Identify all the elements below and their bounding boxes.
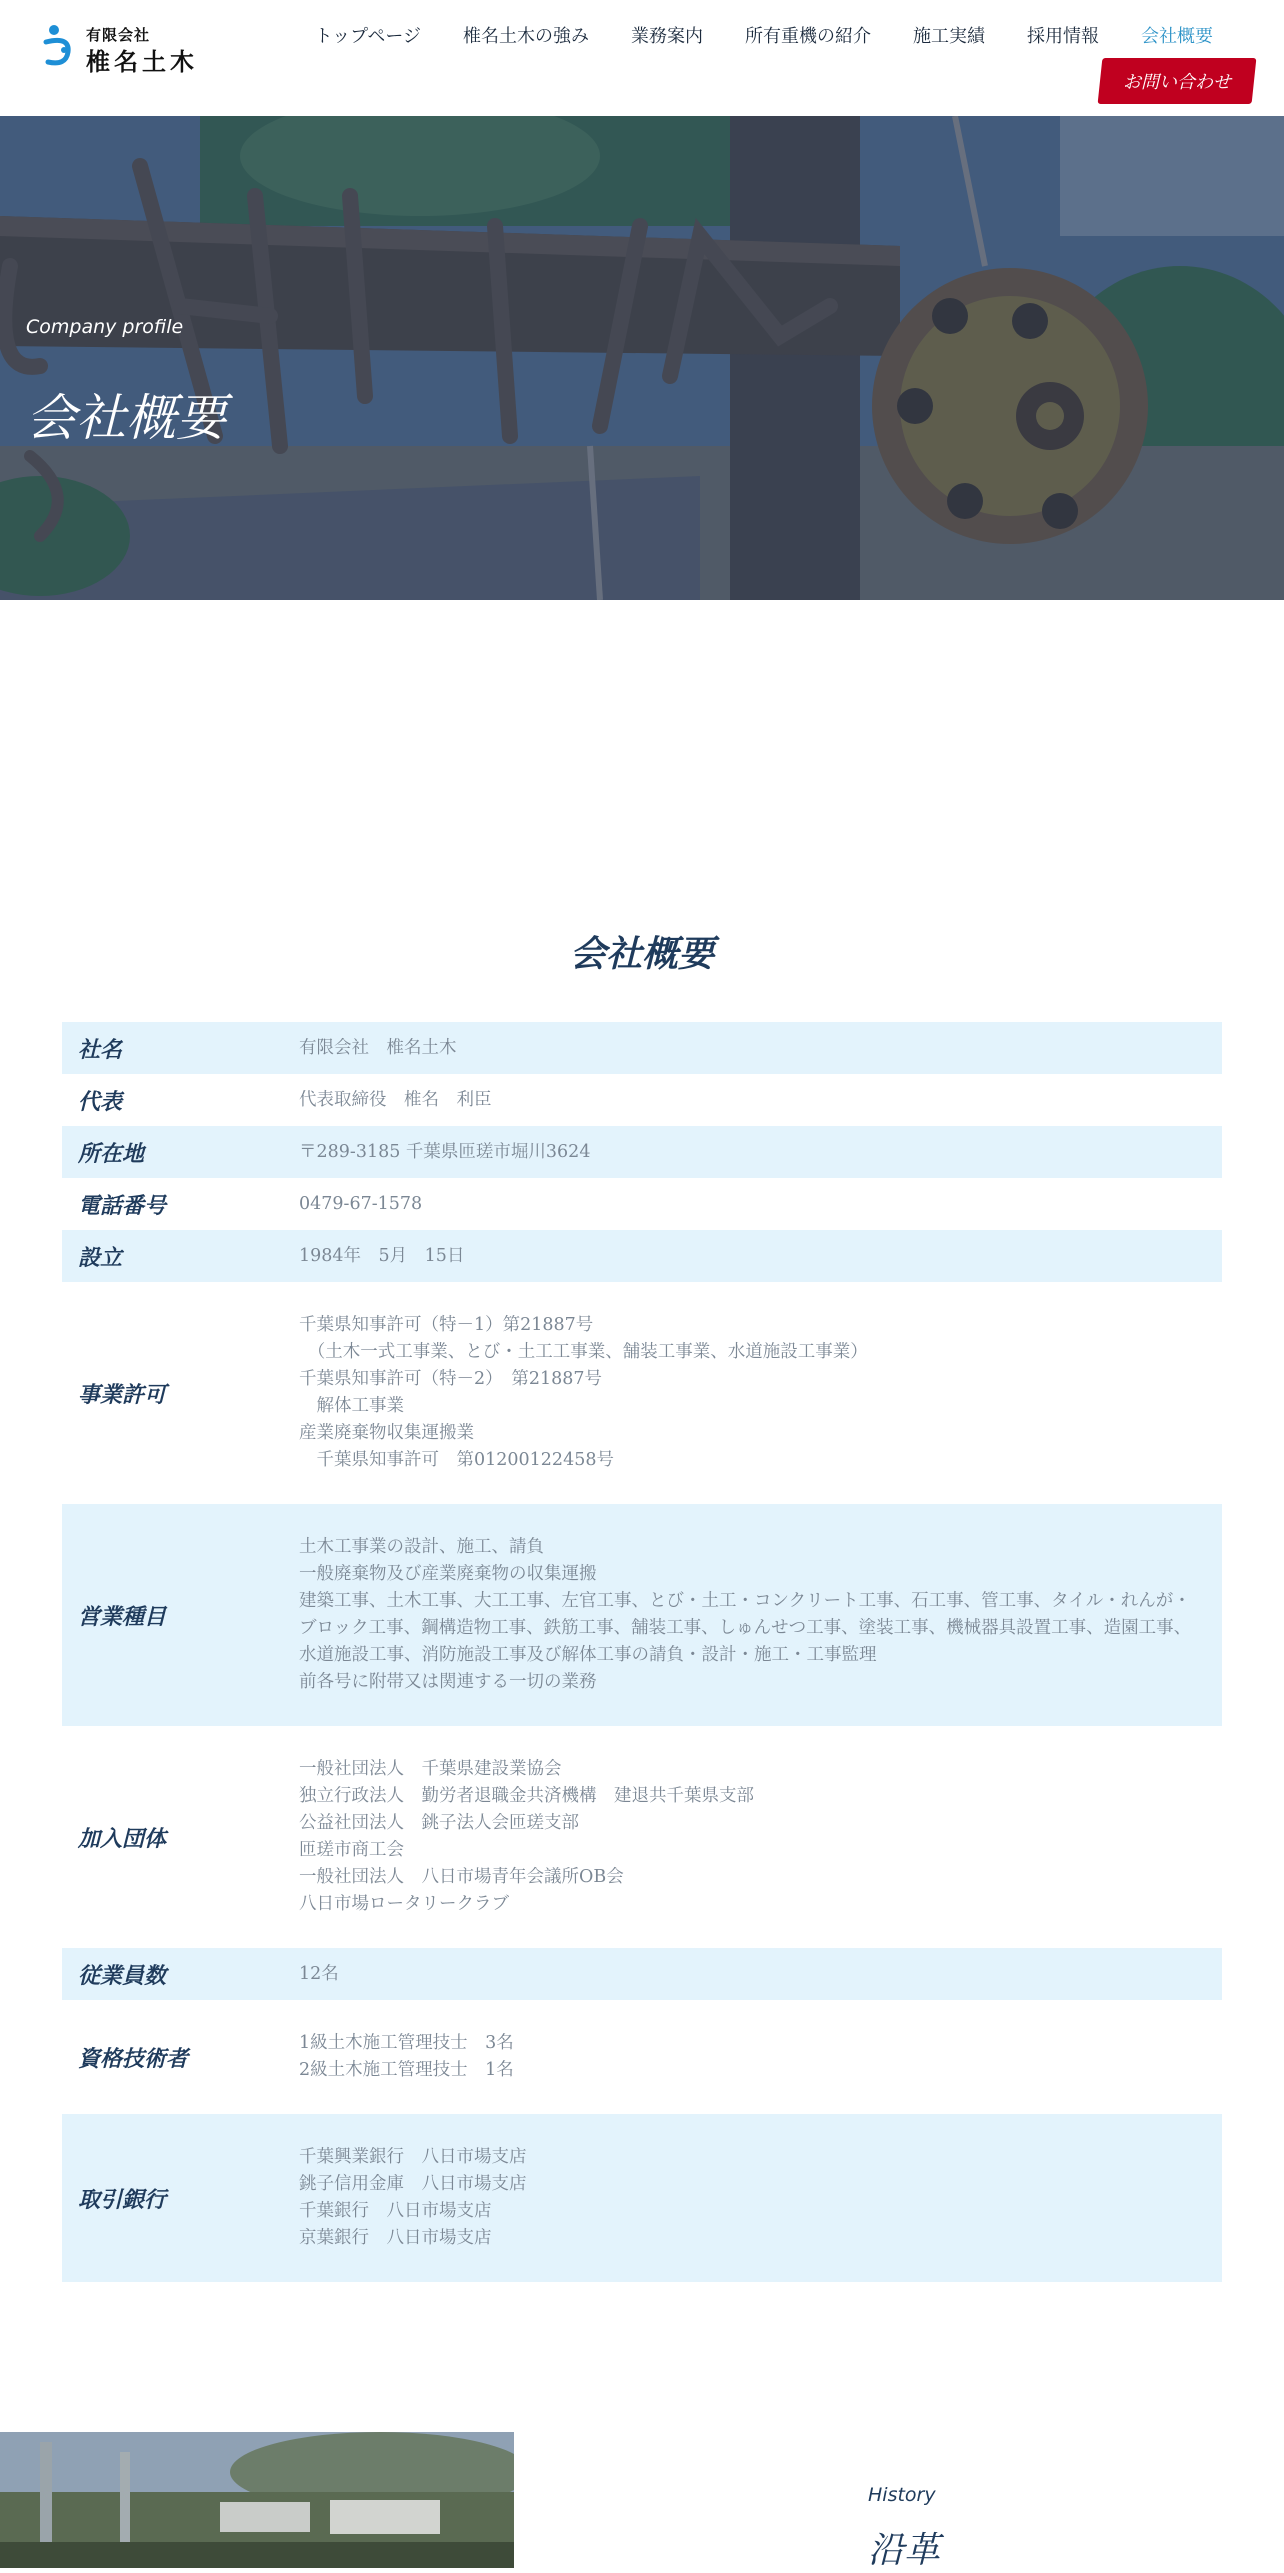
hero-subtitle: Company profile xyxy=(26,316,184,338)
row-value-line: 産業廃棄物収集運搬業 xyxy=(299,1423,474,1443)
nav-company[interactable]: 会社概要 xyxy=(1141,26,1213,47)
row-value xyxy=(267,2114,1222,2282)
nav-top[interactable]: トップページ xyxy=(314,26,421,47)
table-row xyxy=(62,1504,1222,1726)
logo[interactable] xyxy=(40,22,200,76)
row-value xyxy=(267,1178,1222,1230)
row-value-line: 解体工事業 xyxy=(299,1396,404,1416)
history-title: 沿革 xyxy=(868,2530,941,2571)
row-value-line: 一般廃棄物及び産業廃棄物の収集運搬 xyxy=(299,1564,597,1584)
company-profile-heading: 会社概要 xyxy=(569,932,714,975)
site-header xyxy=(0,0,1284,116)
row-value-line: 2級土木施工管理技士 1名 xyxy=(299,2060,514,2080)
row-value xyxy=(267,1504,1222,1726)
row-value-line: 一般社団法人 八日市場青年会議所OB会 xyxy=(299,1867,624,1887)
row-value-line: 千葉県知事許可 第01200122458号 xyxy=(299,1450,614,1470)
row-value-line: 有限会社 椎名土木 xyxy=(299,1037,457,1058)
row-value-line: 千葉興業銀行 八日市場支店 xyxy=(299,2147,527,2167)
hero-overlay xyxy=(0,116,1284,600)
row-value-line: 土木工事業の設計、施工、請負 xyxy=(299,1537,544,1557)
row-value-line: （土木一式工事業、とび・土工工事業、舗装工事業、水道施設工事業） xyxy=(299,1342,868,1362)
row-value xyxy=(267,1022,1222,1074)
row-value xyxy=(267,1726,1222,1948)
row-value-line: 12名 xyxy=(299,1963,339,1984)
nav-recruit[interactable]: 採用情報 xyxy=(1027,26,1099,47)
row-label: 加入団体 xyxy=(78,1825,167,1852)
row-value-line: 0479-67-1578 xyxy=(299,1193,423,1214)
row-label: 所在地 xyxy=(62,1126,267,1178)
row-value-line: 代表取締役 椎名 利臣 xyxy=(299,1089,492,1110)
logo-mark-icon xyxy=(40,22,80,70)
row-value-line: 匝瑳市商工会 xyxy=(299,1840,404,1860)
table-row xyxy=(62,2000,1222,2114)
row-value-line: 一般社団法人 千葉県建設業協会 xyxy=(299,1759,562,1779)
row-value xyxy=(267,1074,1222,1126)
hero-banner xyxy=(0,116,1284,600)
row-value-line: 前各号に附帯又は関連する一切の業務 xyxy=(299,1672,597,1692)
global-nav xyxy=(294,22,1234,48)
history-photo xyxy=(0,2432,514,2568)
row-value-line: 1984年 5月 15日 xyxy=(299,1245,465,1266)
row-value-line: 〒289-3185 千葉県匝瑳市堀川3624 xyxy=(299,1141,591,1162)
table-row xyxy=(62,1230,1222,1282)
row-value xyxy=(267,2000,1222,2114)
row-value-line: 京葉銀行 八日市場支店 xyxy=(299,2228,492,2248)
row-label: 社名 xyxy=(62,1022,267,1074)
table-row xyxy=(62,1726,1222,1948)
logo-company-type: 有限会社 xyxy=(86,26,151,44)
row-value-line: 千葉県知事許可（特－1）第21887号 xyxy=(299,1315,594,1335)
table-row xyxy=(62,1126,1222,1178)
contact-button-label: お問い合わせ xyxy=(1123,72,1231,93)
nav-strengths[interactable]: 椎名土木の強み xyxy=(463,26,589,47)
row-value-line: 1級土木施工管理技士 3名 xyxy=(299,2033,514,2053)
row-value xyxy=(267,1282,1222,1504)
row-value-line: 八日市場ロータリークラブ xyxy=(299,1894,509,1914)
table-row xyxy=(62,1022,1222,1074)
table-row xyxy=(62,1074,1222,1126)
row-value xyxy=(267,1126,1222,1178)
contact-button[interactable] xyxy=(1098,58,1257,104)
hero-title: 会社概要 xyxy=(26,388,226,447)
row-label: 従業員数 xyxy=(62,1948,267,2000)
table-row xyxy=(62,1178,1222,1230)
row-label: 設立 xyxy=(62,1230,267,1282)
row-value-line: 千葉銀行 八日市場支店 xyxy=(299,2201,492,2221)
row-label: 営業種目 xyxy=(62,1504,267,1726)
table-row xyxy=(62,1282,1222,1504)
row-value xyxy=(267,1948,1222,2000)
row-label: 資格技術者 xyxy=(78,2045,189,2072)
logo-company-name: 椎名土木 xyxy=(86,48,198,76)
row-value-line: 銚子信用金庫 八日市場支店 xyxy=(299,2174,527,2194)
row-value-line: 公益社団法人 銚子法人会匝瑳支部 xyxy=(299,1813,579,1833)
row-value xyxy=(267,1230,1222,1282)
nav-works[interactable]: 施工実績 xyxy=(913,26,985,47)
row-label: 事業許可 xyxy=(78,1381,167,1408)
nav-services[interactable]: 業務案内 xyxy=(631,26,703,47)
company-info-table xyxy=(62,1022,1222,2282)
history-photo-image xyxy=(0,2432,514,2568)
table-row xyxy=(62,2114,1222,2282)
row-label: 取引銀行 xyxy=(62,2114,267,2282)
row-value-line: 建築工事、土木工事、大工工事、左官工事、とび・土工・コンクリート工事、石工事、管工事、タイル・れんが・ブロック工事、鋼構造物工事、鉄筋工事、舗装工事、しゅんせつ工事、塗装工事、機械器具設置工事、造園工事、水道施設工事、消防施設工事及び解体工事の請負・設計・施工・工事監理 xyxy=(299,1591,1192,1665)
nav-machinery[interactable]: 所有重機の紹介 xyxy=(745,26,871,47)
row-label: 電話番号 xyxy=(78,1192,167,1219)
row-label: 代表 xyxy=(78,1088,123,1115)
row-value-line: 独立行政法人 勤労者退職金共済機構 建退共千葉県支部 xyxy=(299,1786,754,1806)
history-subtitle: History xyxy=(868,2484,936,2506)
row-value-line: 千葉県知事許可（特－2） 第21887号 xyxy=(299,1369,603,1389)
table-row xyxy=(62,1948,1222,2000)
